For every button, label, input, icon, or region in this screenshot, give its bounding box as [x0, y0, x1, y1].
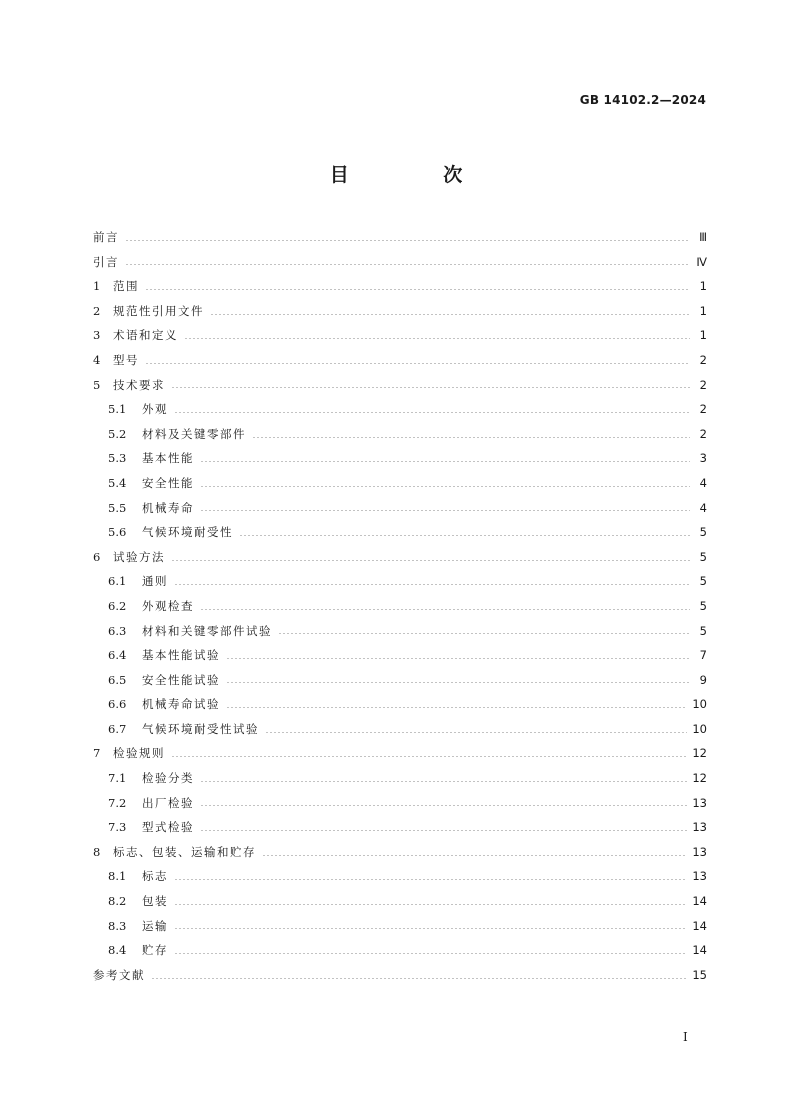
toc-entry-number: 8.1 [108, 869, 127, 884]
toc-dot-leader [278, 633, 690, 634]
toc-entry-number: 6.2 [108, 598, 127, 613]
toc-entry[interactable] [93, 717, 707, 742]
toc-entry-number: 4 [93, 352, 101, 367]
toc-dot-leader [174, 412, 690, 413]
toc-entry[interactable] [93, 889, 707, 914]
toc-entry[interactable] [93, 299, 707, 324]
toc-entry-page: 12 [692, 771, 707, 786]
toc-entry-number: 1 [93, 279, 101, 294]
toc-entry-label: 基本性能 [142, 451, 194, 466]
toc-entry-page: 5 [699, 623, 707, 638]
toc-entry-label: 材料和关键零部件试验 [142, 623, 272, 638]
toc-entry-number: 5.5 [108, 500, 127, 515]
toc-entry-page: 3 [699, 451, 707, 466]
toc-entry[interactable] [93, 348, 707, 373]
toc-dot-leader [174, 879, 687, 880]
toc-entry-number: 5.6 [108, 525, 127, 540]
toc-entry-number: 8 [93, 844, 101, 859]
toc-dot-leader [226, 658, 690, 659]
toc-entry[interactable] [93, 840, 707, 865]
toc-dot-leader [151, 978, 687, 979]
toc-entry[interactable] [93, 520, 707, 545]
toc-entry-label: 参考文献 [93, 967, 145, 982]
toc-entry-number: 2 [93, 303, 101, 318]
toc-entry-label: 标志、包装、运输和贮存 [113, 844, 256, 859]
toc-entry-page: 1 [699, 279, 707, 294]
toc-entry[interactable] [93, 643, 707, 668]
toc-entry-page: 2 [699, 377, 707, 392]
toc-entry[interactable] [93, 938, 707, 963]
toc-entry[interactable] [93, 323, 707, 348]
toc-entry-label: 规范性引用文件 [113, 303, 204, 318]
toc-dot-leader [200, 830, 687, 831]
toc-entry-label: 型式检验 [142, 820, 194, 835]
toc-dot-leader [174, 928, 687, 929]
toc-entry[interactable] [93, 446, 707, 471]
toc-entry-page: 12 [692, 746, 707, 761]
toc-entry-number: 6.3 [108, 623, 127, 638]
toc-entry-label: 试验方法 [113, 549, 165, 564]
toc-entry-number: 6.6 [108, 697, 127, 712]
toc-entry[interactable] [93, 274, 707, 299]
toc-entry-page: 13 [692, 869, 707, 884]
toc-dot-leader [200, 510, 690, 511]
toc-entry-label: 外观 [142, 402, 168, 417]
toc-dot-leader [252, 437, 690, 438]
toc-dot-leader [174, 584, 690, 585]
toc-entry[interactable] [93, 397, 707, 422]
page-folio: I [683, 1030, 688, 1044]
toc-entry[interactable] [93, 815, 707, 840]
toc-entry[interactable] [93, 225, 707, 250]
toc-dot-leader [174, 904, 687, 905]
toc-entry-label: 检验分类 [142, 771, 194, 786]
toc-entry-page: 14 [692, 894, 707, 909]
toc-entry-label: 机械寿命 [142, 500, 194, 515]
toc-dot-leader [200, 781, 687, 782]
toc-entry-page: 1 [699, 328, 707, 343]
toc-entry-label: 范围 [113, 279, 139, 294]
toc-dot-leader [171, 387, 690, 388]
toc-entry-label: 机械寿命试验 [142, 697, 220, 712]
toc-dot-leader [226, 707, 687, 708]
toc-entry-page: 10 [692, 697, 707, 712]
toc-entry-page: 5 [699, 598, 707, 613]
toc-entry-label: 检验规则 [113, 746, 165, 761]
toc-entry-page: 9 [699, 672, 707, 687]
toc-entry[interactable] [93, 250, 707, 275]
toc-entry-number: 7.1 [108, 771, 127, 786]
toc-entry[interactable] [93, 471, 707, 496]
toc-dot-leader [145, 289, 690, 290]
toc-entry-number: 5 [93, 377, 101, 392]
toc-entry-label: 出厂检验 [142, 795, 194, 810]
toc-dot-leader [171, 756, 687, 757]
toc-entry-label: 安全性能试验 [142, 672, 220, 687]
toc-dot-leader [210, 314, 690, 315]
toc-entry-number: 6.4 [108, 648, 127, 663]
toc-dot-leader [200, 805, 687, 806]
toc-entry-label: 外观检查 [142, 598, 194, 613]
toc-entry-label: 气候环境耐受性 [142, 525, 233, 540]
toc-entry-number: 6.5 [108, 672, 127, 687]
toc-entry-label: 气候环境耐受性试验 [142, 721, 259, 736]
toc-entry-page: 1 [699, 303, 707, 318]
toc-entry-page: 5 [699, 574, 707, 589]
toc-dot-leader [174, 953, 687, 954]
toc-entry[interactable] [93, 545, 707, 570]
toc-entry-page: 2 [699, 352, 707, 367]
toc-entry-page: 7 [699, 648, 707, 663]
toc-entry-page: 13 [692, 844, 707, 859]
toc-entry[interactable] [93, 766, 707, 791]
page-title: 目 次 [329, 164, 507, 186]
toc-entry-number: 6.1 [108, 574, 127, 589]
toc-entry-number: 8.4 [108, 943, 127, 958]
toc-entry-number: 3 [93, 328, 101, 343]
toc-entry-label: 基本性能试验 [142, 648, 220, 663]
toc-dot-leader [125, 240, 690, 241]
toc-entry[interactable] [93, 594, 707, 619]
standard-code: GB 14102.2—2024 [579, 93, 706, 107]
toc-dot-leader [239, 535, 690, 536]
toc-entry-label: 型号 [113, 352, 139, 367]
toc-entry[interactable] [93, 668, 707, 693]
toc-dot-leader [262, 855, 687, 856]
toc-entry-number: 5.3 [108, 451, 127, 466]
toc-entry-number: 7 [93, 746, 101, 761]
toc-entry-number: 7.3 [108, 820, 127, 835]
toc-dot-leader [200, 609, 690, 610]
toc-entry[interactable] [93, 422, 707, 447]
toc-entry-page: 2 [699, 426, 707, 441]
toc-entry-page: 13 [692, 795, 707, 810]
toc-dot-leader [200, 461, 690, 462]
toc-entry[interactable] [93, 619, 707, 644]
toc-entry-page: 2 [699, 402, 707, 417]
toc-entry-page: 5 [699, 525, 707, 540]
toc-entry-page: Ⅲ [699, 230, 707, 244]
table-of-contents [93, 225, 707, 987]
toc-entry-number: 6 [93, 549, 101, 564]
toc-entry-page: 4 [699, 500, 707, 515]
toc-entry[interactable] [93, 569, 707, 594]
toc-entry-label: 技术要求 [113, 377, 165, 392]
toc-entry-page: 13 [692, 820, 707, 835]
toc-entry[interactable] [93, 791, 707, 816]
toc-entry[interactable] [93, 914, 707, 939]
toc-entry-label: 前言 [93, 230, 119, 244]
toc-entry-number: 7.2 [108, 795, 127, 810]
toc-dot-leader [226, 682, 690, 683]
toc-entry-page: 14 [692, 943, 707, 958]
toc-entry-label: 引言 [93, 254, 119, 269]
toc-entry[interactable] [93, 963, 707, 988]
toc-entry-label: 安全性能 [142, 475, 194, 490]
toc-entry-page: 5 [699, 549, 707, 564]
toc-entry-number: 5.2 [108, 426, 127, 441]
toc-entry[interactable] [93, 496, 707, 521]
toc-entry-label: 术语和定义 [113, 328, 178, 343]
toc-entry-page: 4 [699, 475, 707, 490]
toc-dot-leader [145, 363, 690, 364]
toc-entry-page: Ⅳ [696, 254, 707, 269]
toc-dot-leader [125, 264, 690, 265]
toc-dot-leader [184, 338, 690, 339]
toc-entry-label: 通则 [142, 574, 168, 589]
toc-dot-leader [200, 486, 690, 487]
toc-entry[interactable] [93, 373, 707, 398]
toc-entry-number: 6.7 [108, 721, 127, 736]
toc-entry-label: 运输 [142, 918, 168, 933]
toc-entry-page: 14 [692, 918, 707, 933]
toc-entry-number: 8.3 [108, 918, 127, 933]
toc-entry[interactable] [93, 692, 707, 717]
toc-entry-number: 5.4 [108, 475, 127, 490]
toc-entry-number: 5.1 [108, 402, 127, 417]
toc-entry-label: 材料及关键零部件 [142, 426, 246, 441]
toc-entry-page: 15 [692, 967, 707, 982]
toc-dot-leader [171, 560, 690, 561]
toc-dot-leader [265, 732, 687, 733]
toc-entry[interactable] [93, 864, 707, 889]
toc-entry-label: 标志 [142, 869, 168, 884]
toc-entry-label: 贮存 [142, 943, 168, 958]
toc-entry-label: 包装 [142, 894, 168, 909]
toc-entry-number: 8.2 [108, 894, 127, 909]
toc-entry[interactable] [93, 741, 707, 766]
toc-entry-page: 10 [692, 721, 707, 736]
